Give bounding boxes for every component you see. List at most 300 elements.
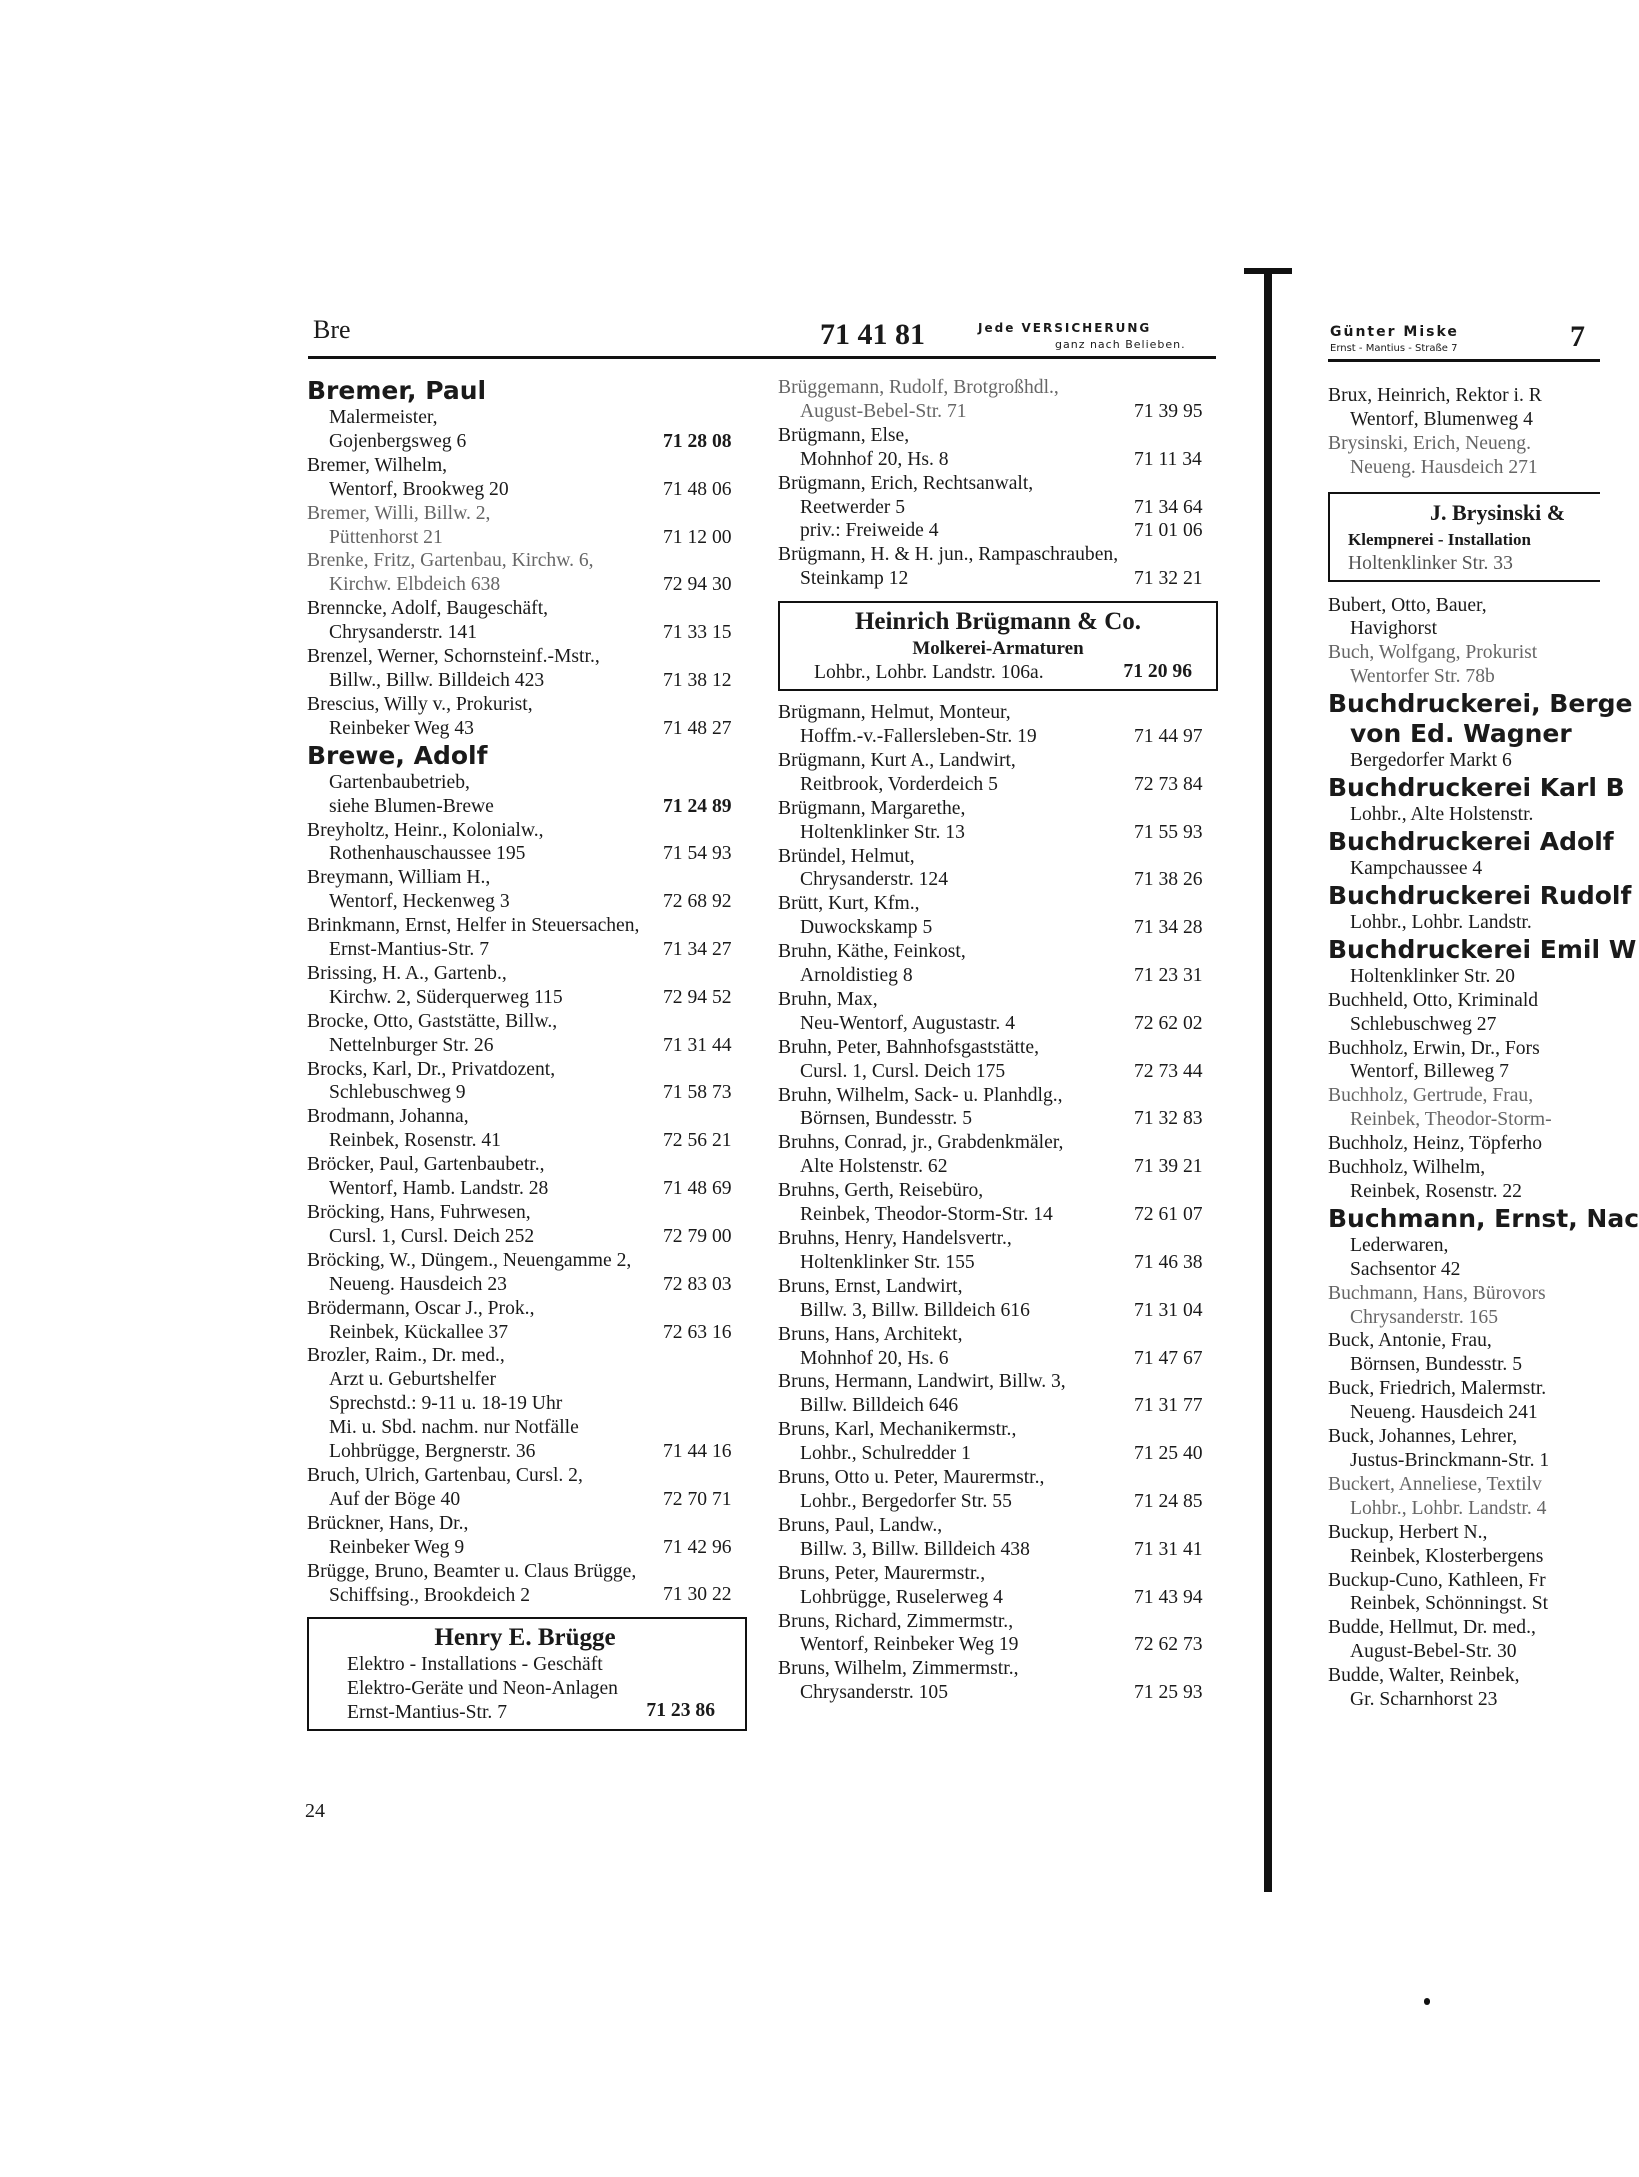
entry-detail: Wentorf, Blumenweg 4 [1350, 408, 1533, 430]
directory-entry [307, 1058, 747, 1106]
entry-phone: 71 23 31 [1134, 965, 1203, 987]
entry-detail: Schlebuschweg 9 [329, 1082, 466, 1104]
directory-entry [307, 1010, 747, 1058]
ad-box-title: J. Brysinski & [1430, 499, 1566, 525]
entry-name: Brügmann, Else, [778, 424, 910, 446]
entry-detail: August-Bebel-Str. 30 [1350, 1641, 1517, 1663]
directory-entry [307, 1344, 747, 1464]
entry-detail: Rothenhauschaussee 195 [329, 843, 526, 865]
entry-detail: Reinbek, Rosenstr. 22 [1350, 1180, 1522, 1202]
entry-detail: Wentorf, Reinbeker Weg 19 [800, 1634, 1019, 1656]
entry-phone: 71 34 28 [1134, 917, 1203, 939]
header-ad-line1: Jede VERSICHERUNG [978, 321, 1152, 335]
entry-phone: 72 63 16 [663, 1321, 732, 1343]
directory-entry [1328, 749, 1600, 773]
entry-name: Bruns, Paul, Landw., [778, 1514, 943, 1536]
entry-name: Bremer, Wilhelm, [307, 454, 448, 476]
directory-entry [1328, 641, 1600, 689]
entry-name: Bremer, Willi, Billw. 2, [307, 502, 491, 524]
directory-entry [778, 1418, 1218, 1466]
right-header-ad-line2: Ernst - Mantius - Straße 7 [1330, 343, 1458, 354]
entry-detail: Holtenklinker Str. 13 [800, 821, 965, 843]
entry-detail: Arnoldistieg 8 [800, 965, 913, 987]
entry-phone: 71 11 34 [1134, 448, 1202, 470]
entry-name-bold: Buchdruckerei Rudolf [1328, 880, 1632, 910]
entry-detail: Billw. 3, Billw. Billdeich 438 [800, 1538, 1030, 1560]
entry-phone: 71 46 38 [1134, 1251, 1203, 1273]
directory-entry [307, 1560, 747, 1608]
entry-name: Bruhns, Henry, Handelsvertr., [778, 1228, 1012, 1249]
entry-name: Bröcking, W., Düngem., Neuengamme 2, [307, 1249, 632, 1271]
entry-phone: 71 24 89 [663, 795, 732, 817]
entry-name: Buckup, Herbert N., [1328, 1521, 1488, 1543]
directory-entry [307, 1249, 747, 1297]
entry-name: Buchholz, Gertrude, Frau, [1328, 1085, 1534, 1107]
entry-detail: Chrysanderstr. 124 [800, 869, 949, 891]
directory-entry [1328, 432, 1600, 480]
ad-box-line3: Ernst-Mantius-Str. 7 [347, 1702, 508, 1724]
directory-entry [1328, 1329, 1600, 1377]
ad-box-line1: Klempnerei - Installation [1348, 529, 1531, 549]
header-rule [308, 356, 1216, 359]
entry-detail: Justus-Brinckmann-Str. 1 [1350, 1450, 1550, 1471]
entry-phone: 71 44 16 [663, 1441, 732, 1463]
entry-name: Bründel, Helmut, [778, 845, 915, 867]
directory-entry [778, 749, 1218, 797]
ad-box-phone: 71 20 96 [1123, 661, 1192, 683]
entry-name: Buchholz, Erwin, Dr., Fors [1328, 1037, 1540, 1059]
entry-phone: 71 48 69 [663, 1178, 732, 1200]
entry-phone: 71 31 04 [1134, 1299, 1203, 1321]
entry-phone: 72 83 03 [663, 1273, 732, 1295]
directory-entry [307, 645, 747, 693]
entry-name: Brütt, Kurt, Kfm., [778, 893, 920, 915]
entry-phone: 71 58 73 [663, 1082, 732, 1104]
entry-name: Kampchaussee 4 [1350, 857, 1483, 879]
entry-detail: Reinbek, Theodor-Storm-Str. 14 [800, 1204, 1053, 1226]
directory-entry [1328, 1425, 1600, 1473]
directory-entry [1328, 1084, 1600, 1132]
entry-phone: 71 55 93 [1134, 821, 1203, 843]
ad-box-line2: Holtenklinker Str. 33 [1348, 552, 1513, 574]
ad-box-title: Henry E. Brügge [434, 1624, 616, 1652]
entry-detail: Billw., Billw. Billdeich 423 [329, 669, 545, 691]
entry-detail: Steinkamp 12 [800, 568, 909, 590]
entry-phone: 71 39 21 [1134, 1156, 1203, 1178]
entry-phone: 71 43 94 [1134, 1586, 1203, 1608]
column-1 [307, 376, 747, 1731]
entry-name: Brescius, Willy v., Prokurist, [307, 693, 533, 715]
entry-detail: priv.: Freiweide 4 [800, 520, 939, 542]
directory-entry [1328, 989, 1600, 1037]
directory-entry [1328, 384, 1600, 432]
entry-phone: 71 32 21 [1134, 568, 1203, 590]
directory-entry [307, 1105, 747, 1153]
entry-detail: Nettelnburger Str. 26 [329, 1034, 494, 1056]
directory-entry [778, 1514, 1218, 1562]
entry-detail: Gr. Scharnhorst 23 [1350, 1689, 1498, 1711]
directory-entry [1328, 1377, 1600, 1425]
directory-entry [307, 866, 747, 914]
section-heading: Bre [313, 315, 351, 344]
entry-name: Brinkmann, Ernst, Helfer in Steuersachen, [307, 915, 640, 937]
entry-phone: 71 33 15 [663, 622, 732, 644]
entry-name: Brügmann, Helmut, Monteur, [778, 702, 1011, 724]
entry-name: Buchheld, Otto, Kriminald [1328, 989, 1539, 1011]
directory-entry [778, 1370, 1218, 1418]
directory-entry [1328, 1521, 1600, 1569]
entry-name: Bruns, Karl, Mechanikermstr., [778, 1419, 1017, 1441]
entry-name: Buckup-Cuno, Kathleen, Fr [1328, 1569, 1546, 1591]
entry-phone: 72 73 44 [1134, 1060, 1203, 1082]
directory-entry [778, 988, 1218, 1036]
entry-detail: Mohnhof 20, Hs. 6 [800, 1347, 949, 1369]
entry-name: Bruns, Wilhelm, Zimmermstr., [778, 1658, 1019, 1680]
right-header-rule [1328, 359, 1600, 362]
entry-detail: Cursl. 1, Cursl. Deich 252 [329, 1225, 535, 1247]
scan-speck [1424, 1998, 1430, 2005]
directory-entry [307, 549, 747, 597]
directory-entry [778, 1131, 1218, 1179]
entry-phone: 71 44 97 [1134, 725, 1203, 747]
entry-name: Brux, Heinrich, Rektor i. R [1328, 385, 1542, 406]
entry-detail: Reinbeker Weg 43 [329, 717, 474, 739]
column-2 [778, 376, 1218, 1705]
entry-name: Brenncke, Adolf, Baugeschäft, [307, 598, 549, 620]
entry-name: Buchholz, Heinz, Töpferho [1328, 1133, 1543, 1155]
entry-name-bold: Buchmann, Ernst, Nac [1328, 1203, 1639, 1233]
right-header-phone: 7 [1570, 320, 1585, 353]
entry-detail: Schlebuschweg 27 [1350, 1013, 1497, 1035]
directory-entry [778, 797, 1218, 845]
entry-detail: Havighorst [1350, 618, 1438, 640]
entry-name: Brödermann, Oscar J., Prok., [307, 1297, 535, 1319]
entry-detail: Lohbr., Bergedorfer Str. 55 [800, 1490, 1012, 1512]
entry-detail: Chrysanderstr. 105 [800, 1682, 949, 1704]
directory-entry [307, 1201, 747, 1249]
directory-entry [307, 376, 747, 406]
directory-entry [778, 1227, 1218, 1275]
column-divider-bar [1264, 272, 1272, 1892]
right-header-ad-line1: Günter Miske [1330, 324, 1459, 340]
directory-entry [307, 1512, 747, 1560]
directory-entry [778, 376, 1218, 424]
directory-entry [1328, 803, 1600, 827]
entry-detail: Wentorf, Brookweg 20 [329, 478, 509, 500]
entry-name: Buchmann, Hans, Bürovors [1328, 1282, 1546, 1304]
entry-name: Breymann, William H., [307, 867, 491, 889]
entry-phone: 71 47 67 [1134, 1347, 1203, 1369]
entry-name-bold: Buchdruckerei Karl B [1328, 773, 1625, 803]
directory-entry [307, 1297, 747, 1345]
directory-entry [1328, 857, 1600, 881]
ad-box-line1: Elektro - Installations - Geschäft [347, 1654, 603, 1676]
entry-detail: Reinbek, Rosenstr. 41 [329, 1130, 501, 1152]
entry-phone: 71 32 83 [1134, 1108, 1203, 1130]
directory-entry [1328, 880, 1632, 911]
directory-entry [778, 1610, 1218, 1658]
directory-entry [778, 892, 1218, 940]
directory-entry [307, 454, 747, 502]
entry-detail: Reetwerder 5 [800, 496, 905, 518]
entry-detail: Reinbek, Klosterbergens [1350, 1545, 1544, 1567]
entry-phone-2: 71 01 06 [1134, 520, 1203, 542]
entry-name: Buck, Antonie, Frau, [1328, 1330, 1492, 1352]
directory-entry [778, 1036, 1218, 1084]
entry-name-bold: Buchdruckerei Adolf [1328, 826, 1614, 856]
directory-entry [778, 1179, 1218, 1227]
entry-name: Bruhn, Max, [778, 988, 878, 1010]
entry-detail: Kirchw. Elbdeich 638 [329, 574, 501, 596]
entry-name-bold: Bremer, Paul [307, 376, 487, 405]
entry-phone: 71 12 00 [663, 526, 732, 548]
heinrich-bruegmann-ad-box [778, 601, 1218, 691]
entry-name: Holtenklinker Str. 20 [1350, 965, 1515, 987]
entry-name: Bruhn, Wilhelm, Sack- u. Planhdlg., [778, 1084, 1063, 1106]
directory-entry [778, 543, 1218, 591]
directory-entry [1328, 1616, 1600, 1664]
directory-entry [1328, 1664, 1600, 1712]
entry-name: Lederwaren, [1350, 1234, 1449, 1256]
entry-phone: 71 54 93 [663, 843, 732, 865]
directory-entry [1328, 689, 1633, 749]
entry-phone: 71 34 64 [1134, 496, 1203, 518]
entry-phone: 71 48 27 [663, 717, 732, 739]
entry-detail: Wentorf, Hamb. Landstr. 28 [329, 1178, 549, 1200]
entry-phone: 71 31 77 [1134, 1395, 1203, 1417]
directory-entry [307, 406, 747, 454]
henry-bruegge-ad-box [307, 1617, 747, 1731]
entry-name: Bruns, Ernst, Landwirt, [778, 1275, 963, 1297]
entry-detail: Mi. u. Sbd. nachm. nur Notfälle [329, 1417, 579, 1439]
entry-detail: Lohbrügge, Bergnerstr. 36 [329, 1441, 536, 1463]
entry-detail: Sachsentor 42 [1350, 1258, 1461, 1280]
entry-phone: 72 94 52 [663, 986, 732, 1008]
entry-name: Budde, Walter, Reinbek, [1328, 1665, 1520, 1687]
entry-name: Buchholz, Wilhelm, [1328, 1157, 1486, 1179]
entry-detail: Püttenhorst 21 [329, 526, 443, 548]
directory-entry [1328, 1234, 1600, 1282]
entry-phone: 72 62 73 [1134, 1634, 1203, 1656]
entry-detail: Börnsen, Bundesstr. 5 [800, 1108, 972, 1130]
entry-detail: Reitbrook, Vorderdeich 5 [800, 773, 998, 795]
entry-phone: 72 68 92 [663, 891, 732, 913]
entry-name: Bubert, Otto, Bauer, [1328, 594, 1487, 616]
directory-entry [307, 597, 747, 645]
entry-detail: Chrysanderstr. 141 [329, 622, 478, 644]
entry-name: Bruns, Richard, Zimmermstr., [778, 1610, 1014, 1632]
entry-detail: Billw. 3, Billw. Billdeich 616 [800, 1299, 1030, 1321]
entry-detail: Reinbeker Weg 9 [329, 1536, 465, 1558]
entry-name: Buckert, Anneliese, Textilv [1328, 1473, 1542, 1495]
ad-box-line2: Lohbr., Lohbr. Landstr. 106a. [814, 662, 1044, 684]
entry-name-bold: Buchdruckerei Emil W [1328, 934, 1637, 964]
directory-entry [1328, 1569, 1600, 1617]
entry-name: Brügmann, H. & H. jun., Rampaschrauben, [778, 544, 1119, 566]
entry-phone: 71 25 93 [1134, 1682, 1203, 1704]
entry-name: Brügmann, Kurt A., Landwirt, [778, 749, 1016, 771]
entry-name: Brocke, Otto, Gaststätte, Billw., [307, 1010, 558, 1032]
directory-entry [307, 693, 747, 741]
entry-detail: Gojenbergsweg 6 [329, 430, 467, 452]
entry-phone: 71 39 95 [1134, 400, 1203, 422]
entry-detail: Cursl. 1, Cursl. Deich 175 [800, 1060, 1006, 1082]
entry-detail: Reinbek, Kückallee 37 [329, 1321, 509, 1343]
entry-name: Bergedorfer Markt 6 [1350, 750, 1512, 772]
entry-name: Bruhns, Gerth, Reisebüro, [778, 1180, 984, 1202]
directory-entry [1328, 1156, 1600, 1204]
directory-entry [778, 1323, 1218, 1371]
entry-name: Brissing, H. A., Gartenb., [307, 962, 507, 984]
entry-phone: 71 38 26 [1134, 869, 1203, 891]
entry-detail: Lohbrügge, Ruselerweg 4 [800, 1586, 1003, 1608]
entry-detail: Börnsen, Bundesstr. 5 [1350, 1354, 1522, 1376]
entry-name: Gartenbaubetrieb, [329, 771, 470, 793]
entry-detail: Kirchw. 2, Süderquerweg 115 [329, 986, 563, 1008]
directory-entry [307, 914, 747, 962]
entry-detail: Schiffsing., Brookdeich 2 [329, 1584, 530, 1606]
entry-phone: 72 61 07 [1134, 1204, 1203, 1226]
entry-name: Bröcker, Paul, Gartenbaubetr., [307, 1154, 545, 1176]
entry-detail: Neu-Wentorf, Augustastr. 4 [800, 1012, 1016, 1034]
entry-phone: 71 31 41 [1134, 1538, 1203, 1560]
entry-detail: Alte Holstenstr. 62 [800, 1156, 948, 1178]
entry-phone: 71 38 12 [663, 669, 732, 691]
entry-name: Bruns, Hans, Architekt, [778, 1323, 963, 1345]
entry-phone: 71 42 96 [663, 1536, 732, 1558]
directory-entry [778, 424, 1218, 472]
entry-detail: Wentorfer Str. 78b [1350, 666, 1495, 688]
entry-phone: 72 56 21 [663, 1130, 732, 1152]
directory-entry [307, 771, 747, 819]
entry-detail: Neueng. Hausdeich 241 [1350, 1402, 1538, 1424]
entry-name: Bruns, Hermann, Landwirt, Billw. 3, [778, 1371, 1066, 1393]
entry-name: Brügge, Bruno, Beamter u. Claus Brügge, [307, 1560, 637, 1582]
header-phone: 71 41 81 [820, 318, 925, 351]
column-divider-cap [1244, 268, 1292, 274]
entry-detail: Duwockskamp 5 [800, 917, 933, 939]
entry-detail: Billw. Billdeich 646 [800, 1395, 959, 1417]
entry-name: Bruhns, Conrad, jr., Grabdenkmäler, [778, 1132, 1064, 1154]
entry-phone: 72 62 02 [1134, 1012, 1203, 1034]
entry-phone: 72 73 84 [1134, 773, 1203, 795]
entry-phone: 71 24 85 [1134, 1490, 1203, 1512]
entry-phone: 71 48 06 [663, 478, 732, 500]
directory-entry [1328, 773, 1625, 803]
directory-entry [778, 1562, 1218, 1610]
directory-entry [778, 1275, 1218, 1323]
entry-name: Malermeister, [329, 407, 438, 428]
entry-name: Buck, Friedrich, Malermstr. [1328, 1378, 1547, 1400]
entry-detail: Auf der Böge 40 [329, 1488, 461, 1510]
entry-detail: Wentorf, Heckenweg 3 [329, 891, 510, 913]
directory-entry [1328, 934, 1637, 965]
entry-name: Buck, Johannes, Lehrer, [1328, 1426, 1518, 1448]
entry-detail: Lohbr., Lohbr. Landstr. 4 [1350, 1497, 1547, 1519]
entry-name: Brozler, Raim., Dr. med., [307, 1345, 505, 1367]
entry-detail: Hoffm.-v.-Fallersleben-Str. 19 [800, 725, 1037, 747]
entry-name: Brenzel, Werner, Schornsteinf.-Mstr., [307, 646, 600, 668]
directory-entry [307, 741, 747, 771]
column-3 [1328, 384, 1639, 1712]
directory-entry [307, 1464, 747, 1512]
directory-entry [1328, 1132, 1600, 1156]
entry-name: Bruns, Peter, Maurermstr., [778, 1562, 986, 1584]
directory-entry [778, 845, 1218, 893]
entry-phone: 71 31 44 [663, 1034, 732, 1056]
entry-detail: Neueng. Hausdeich 271 [1350, 456, 1538, 478]
entry-name: Budde, Hellmut, Dr. med., [1328, 1617, 1536, 1639]
entry-detail: siehe Blumen-Brewe [329, 795, 494, 817]
entry-detail: Wentorf, Billeweg 7 [1350, 1061, 1509, 1083]
entry-phone: 71 30 22 [663, 1584, 732, 1606]
directory-entry [778, 701, 1218, 749]
entry-detail: Chrysanderstr. 165 [1350, 1306, 1499, 1328]
directory-entry [1328, 1203, 1639, 1234]
directory-entry [1328, 911, 1600, 935]
directory-entry [1328, 826, 1614, 857]
entry-detail: Arzt u. Geburtshelfer [329, 1369, 497, 1391]
entry-name: Brodmann, Johanna, [307, 1106, 469, 1128]
entry-phone: 72 94 30 [663, 574, 732, 596]
entry-phone: 71 25 40 [1134, 1443, 1203, 1465]
ad-box-title: Heinrich Brügmann & Co. [854, 608, 1142, 636]
directory-entry [778, 1466, 1218, 1514]
directory-entry [307, 1153, 747, 1201]
entry-detail: Holtenklinker Str. 155 [800, 1251, 975, 1273]
directory-entry [1328, 1282, 1600, 1330]
entry-detail: August-Bebel-Str. 71 [800, 400, 967, 422]
brysinski-ad-box [1328, 492, 1600, 582]
entry-name: Brenke, Fritz, Gartenbau, Kirchw. 6, [307, 550, 594, 572]
entry-name-bold: von Ed. Wagner [1350, 719, 1572, 749]
entry-name: Bruch, Ulrich, Gartenbau, Cursl. 2, [307, 1464, 583, 1486]
entry-name: Bröcking, Hans, Fuhrwesen, [307, 1202, 531, 1223]
directory-entry [1328, 594, 1600, 642]
entry-phone: 72 79 00 [663, 1225, 732, 1247]
entry-detail: Lohbr., Schulredder 1 [800, 1443, 971, 1465]
entry-name: Breyholtz, Heinr., Kolonialw., [307, 819, 544, 841]
entry-detail: Sprechstd.: 9-11 u. 18-19 Uhr [329, 1393, 563, 1415]
entry-name: Bruhn, Peter, Bahnhofsgaststätte, [778, 1036, 1039, 1058]
directory-entry [1328, 1473, 1600, 1521]
directory-entry [778, 940, 1218, 988]
page-number: 24 [305, 1800, 325, 1822]
directory-entry [1328, 965, 1600, 989]
entry-detail: Mohnhof 20, Hs. 8 [800, 448, 949, 470]
directory-entry [307, 819, 747, 867]
entry-detail: Neueng. Hausdeich 23 [329, 1273, 507, 1295]
entry-name-bold: Brewe, Adolf [307, 740, 488, 770]
directory-entry [1328, 1037, 1600, 1085]
directory-entry [778, 1084, 1218, 1132]
entry-name: Brüggemann, Rudolf, Brotgroßhdl., [778, 377, 1059, 398]
entry-name: Bruhn, Käthe, Feinkost, [778, 941, 966, 963]
directory-entry [778, 1657, 1218, 1705]
entry-name: Brügmann, Erich, Rechtsanwalt, [778, 472, 1034, 494]
entry-name: Buch, Wolfgang, Prokurist [1328, 642, 1538, 664]
entry-name: Brügmann, Margarethe, [778, 797, 966, 819]
ad-box-line1: Molkerei-Armaturen [912, 638, 1084, 660]
entry-detail: Reinbek, Theodor-Storm- [1350, 1109, 1552, 1131]
directory-entry [307, 962, 747, 1010]
entry-phone: 72 70 71 [663, 1488, 732, 1510]
entry-name-bold: Buchdruckerei, Berge [1328, 689, 1633, 719]
directory-entry [307, 502, 747, 550]
entry-phone: 71 28 08 [663, 430, 732, 452]
entry-name: Lohbr., Alte Holstenstr. [1350, 804, 1534, 826]
entry-phone: 71 34 27 [663, 939, 732, 961]
